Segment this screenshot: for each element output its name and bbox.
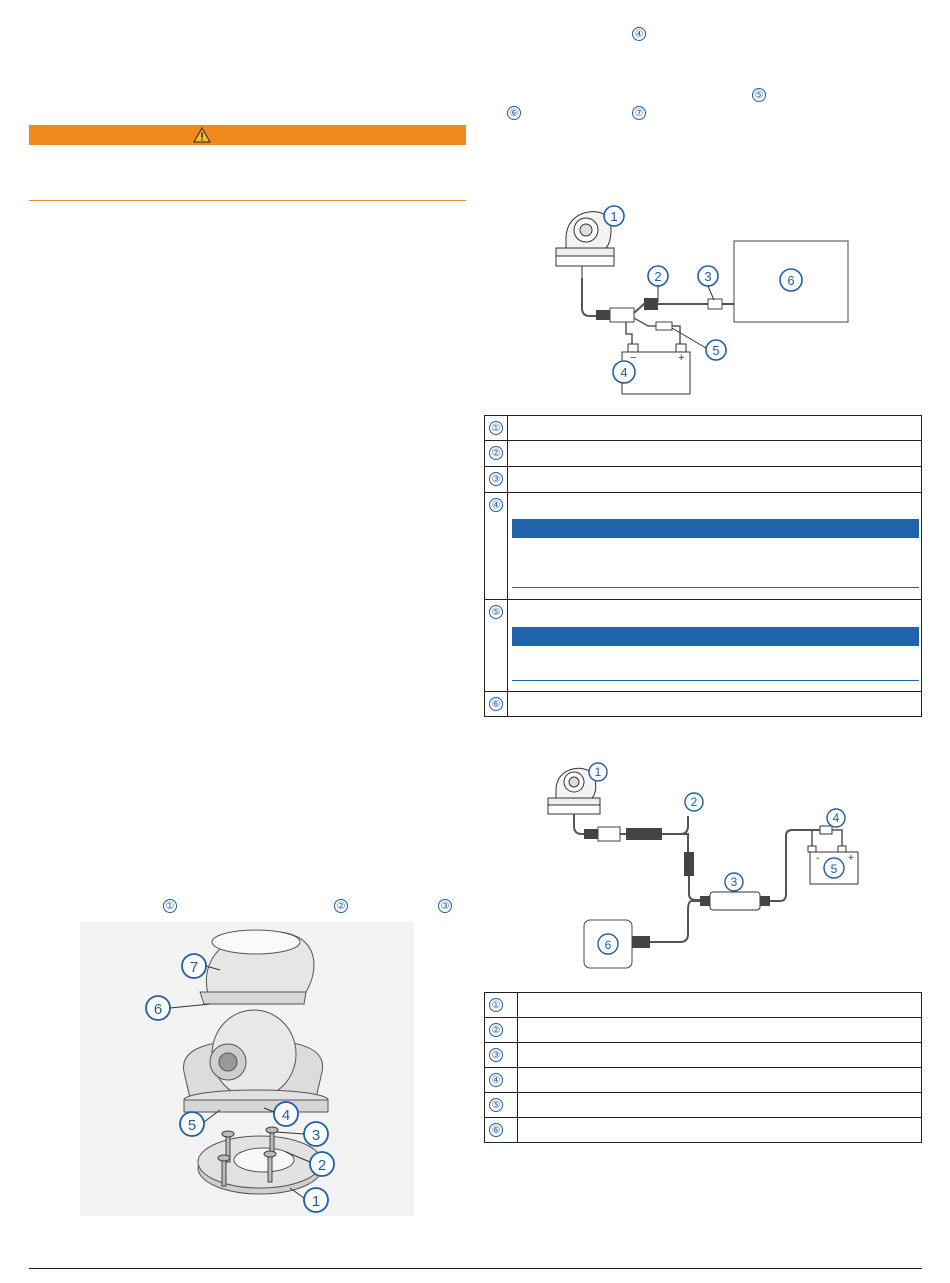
table-row bbox=[485, 993, 922, 1018]
label-7 bbox=[182, 954, 206, 978]
svg-text:2: 2 bbox=[690, 795, 698, 809]
svg-text:5: 5 bbox=[712, 343, 720, 358]
table-row bbox=[485, 1118, 922, 1143]
battery-positive-label: + bbox=[678, 352, 685, 364]
svg-text:4: 4 bbox=[832, 811, 840, 825]
label-1 bbox=[604, 206, 624, 226]
base-plate-illustration bbox=[198, 1136, 322, 1194]
label-5 bbox=[824, 858, 844, 878]
label-6 bbox=[598, 934, 618, 954]
svg-text:4: 4 bbox=[281, 1107, 291, 1124]
table-row bbox=[485, 1043, 922, 1068]
svg-text:1: 1 bbox=[594, 765, 602, 779]
label-2 bbox=[310, 1152, 334, 1176]
warning-rule bbox=[29, 200, 466, 201]
legend-number: ③ bbox=[489, 1048, 503, 1062]
wired-connection-diagram bbox=[548, 198, 858, 398]
cover-illustration bbox=[200, 930, 314, 1004]
label-1 bbox=[304, 1188, 328, 1212]
legend-number: ① bbox=[489, 421, 503, 435]
legend-number: ⑥ bbox=[489, 1123, 503, 1137]
callout-4: ④ bbox=[632, 27, 646, 41]
legend-number: ⑥ bbox=[489, 697, 503, 711]
svg-text:4: 4 bbox=[620, 365, 628, 380]
label-4 bbox=[827, 809, 845, 827]
table-row bbox=[485, 1093, 922, 1118]
label-3 bbox=[304, 1122, 328, 1146]
svg-text:6: 6 bbox=[153, 1001, 163, 1018]
table-row bbox=[485, 1068, 922, 1093]
callout-6: ⑥ bbox=[507, 106, 521, 120]
label-2 bbox=[685, 793, 703, 811]
label-6 bbox=[780, 269, 802, 291]
table-row bbox=[485, 1018, 922, 1043]
table-row bbox=[485, 441, 922, 467]
warning-icon bbox=[193, 127, 211, 143]
table-row bbox=[485, 692, 922, 717]
notice-rule bbox=[512, 680, 919, 681]
legend-number: ⑤ bbox=[489, 1098, 503, 1112]
svg-text:1: 1 bbox=[311, 1193, 321, 1210]
svg-text:3: 3 bbox=[704, 269, 712, 284]
svg-text:3: 3 bbox=[730, 875, 738, 889]
footer-rule bbox=[29, 1268, 922, 1269]
callout-1: ① bbox=[163, 899, 177, 913]
label-5 bbox=[180, 1112, 204, 1136]
table-row bbox=[485, 467, 922, 493]
callout-3: ③ bbox=[438, 899, 452, 913]
legend-number: ⑤ bbox=[489, 605, 503, 619]
notice-bar bbox=[512, 627, 919, 646]
svg-text:6: 6 bbox=[604, 938, 612, 952]
legend-number: ② bbox=[489, 446, 503, 460]
nmea-legend-table bbox=[484, 992, 922, 1143]
legend-number: ④ bbox=[489, 1073, 503, 1087]
svg-text:2: 2 bbox=[654, 269, 662, 284]
svg-text:7: 7 bbox=[189, 959, 199, 976]
label-5 bbox=[706, 340, 726, 360]
battery-positive-label: + bbox=[848, 853, 854, 864]
legend-number: ② bbox=[489, 1023, 503, 1037]
label-3 bbox=[698, 266, 718, 286]
legend-number: ④ bbox=[489, 498, 503, 512]
callout-7: ⑦ bbox=[632, 106, 646, 120]
svg-text:3: 3 bbox=[311, 1127, 321, 1144]
battery-negative-label: − bbox=[630, 352, 637, 364]
notice-bar bbox=[512, 519, 919, 538]
table-row bbox=[485, 416, 922, 441]
label-6 bbox=[146, 996, 170, 1020]
svg-text:5: 5 bbox=[830, 862, 838, 876]
svg-text:2: 2 bbox=[317, 1157, 327, 1174]
label-4 bbox=[274, 1102, 298, 1126]
label-1 bbox=[589, 763, 607, 781]
label-2 bbox=[648, 266, 668, 286]
callout-5: ⑤ bbox=[752, 88, 766, 102]
exploded-camera-view bbox=[80, 922, 414, 1216]
label-3 bbox=[725, 873, 743, 891]
label-4 bbox=[613, 361, 635, 383]
svg-text:6: 6 bbox=[787, 273, 795, 288]
battery-negative-label: - bbox=[816, 853, 820, 864]
notice-rule bbox=[512, 587, 919, 588]
legend-number: ③ bbox=[489, 472, 503, 486]
svg-text:1: 1 bbox=[610, 209, 618, 224]
wired-legend-table bbox=[484, 415, 922, 717]
nmea-connection-diagram bbox=[540, 760, 870, 975]
warning-bar bbox=[29, 125, 466, 145]
legend-number: ① bbox=[489, 998, 503, 1012]
table-row bbox=[485, 493, 922, 600]
svg-text:5: 5 bbox=[187, 1117, 197, 1134]
callout-2: ② bbox=[334, 899, 348, 913]
